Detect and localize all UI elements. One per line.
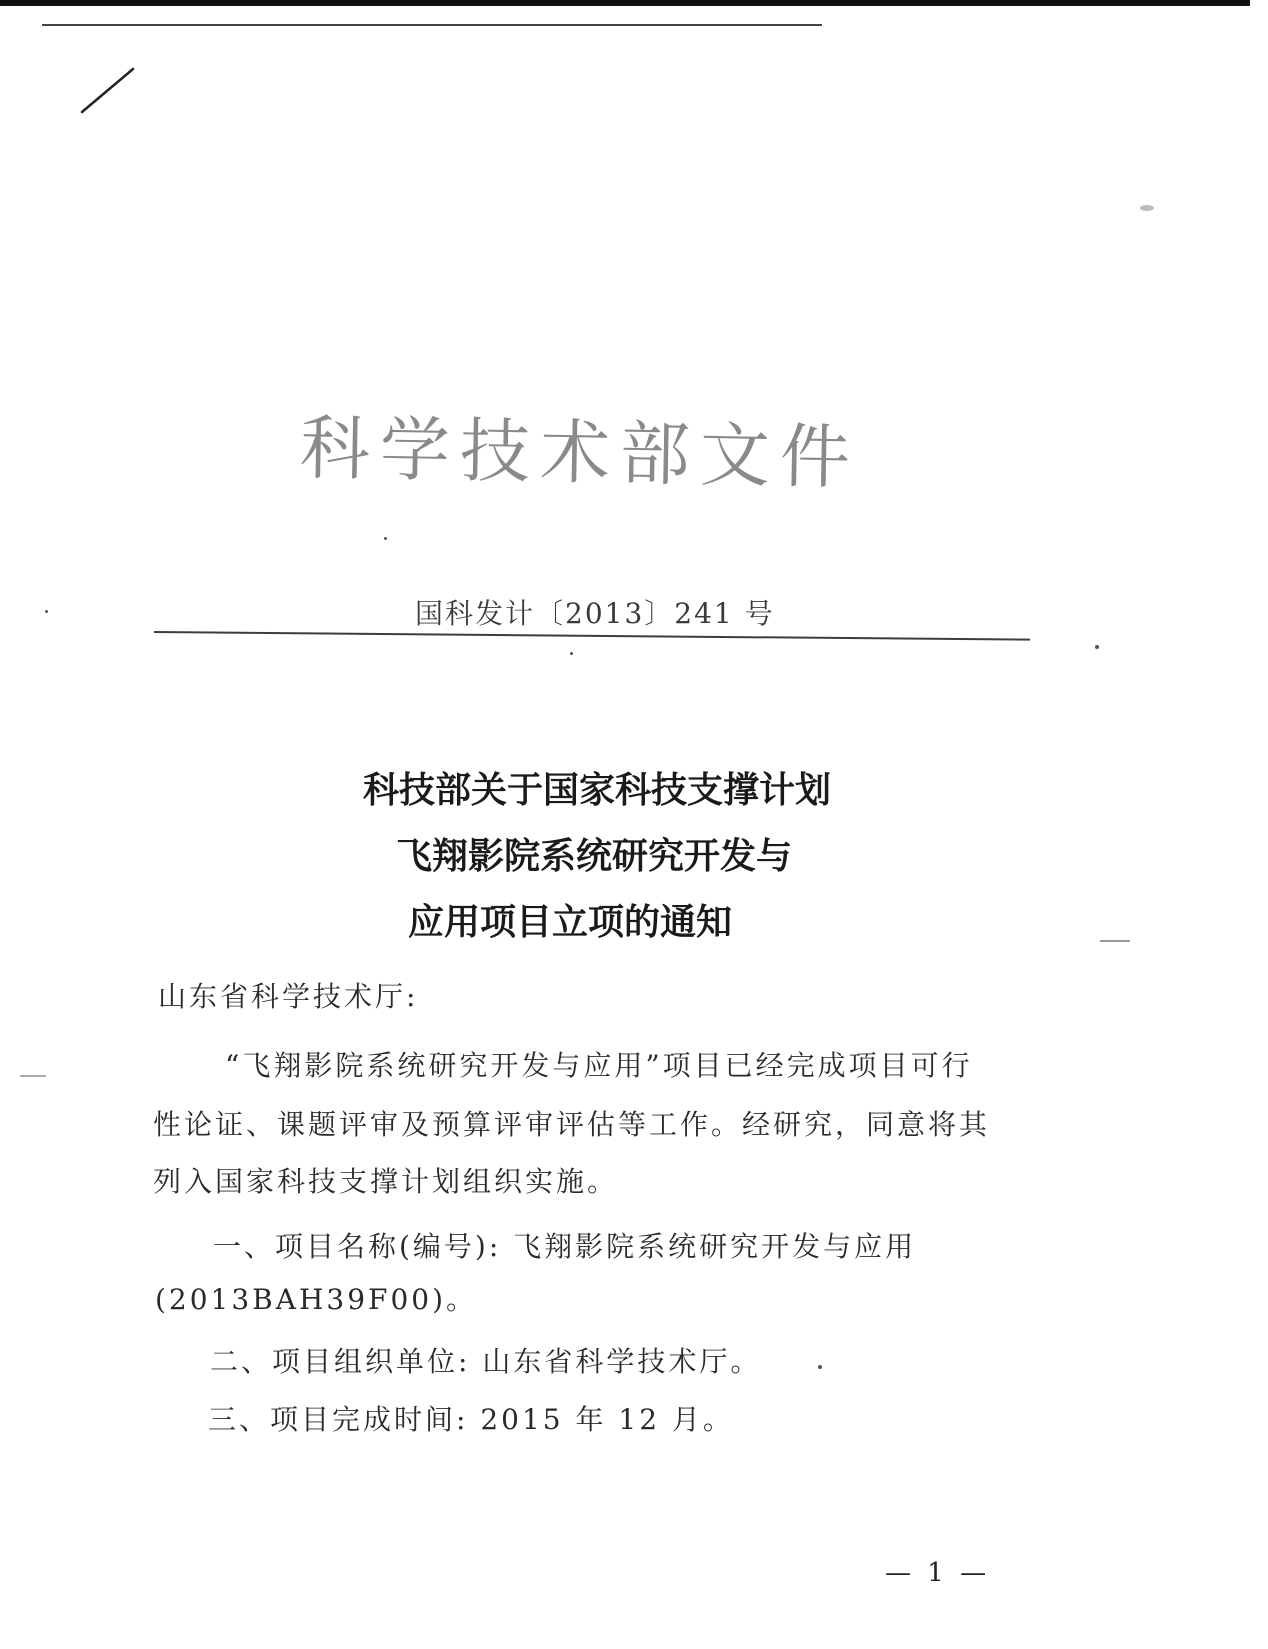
document-number: 国科发计〔2013〕241 号 xyxy=(415,597,775,630)
recipient-line: 山东省科学技术厅: xyxy=(158,980,419,1013)
scan-speck xyxy=(570,652,573,655)
item-project-name: 一、项目名称(编号): 飞翔影院系统研究开发与应用 xyxy=(213,1230,917,1263)
page-number: — 1 — xyxy=(885,1558,991,1588)
issuing-office-header: 科学技术部文件 xyxy=(299,407,861,499)
scan-speck xyxy=(818,1365,822,1369)
notice-title-line: 飞翔影院系统研究开发与 xyxy=(395,836,792,877)
scan-speck xyxy=(1095,645,1099,649)
scan-edge-line xyxy=(42,24,822,26)
scan-speck xyxy=(45,610,48,613)
item-project-code: (2013BAH39F00)。 xyxy=(155,1283,478,1316)
intro-paragraph-line: 列入国家科技支撑计划组织实施。 xyxy=(153,1165,619,1198)
pen-stroke-mark xyxy=(78,66,138,116)
scan-speck xyxy=(1140,205,1154,211)
scan-border-top xyxy=(0,0,1250,6)
scan-speck xyxy=(20,1075,46,1077)
notice-title xyxy=(0,758,1200,956)
item-organizer: 二、项目组织单位: 山东省科学技术厅。 xyxy=(210,1345,762,1378)
notice-title-line: 科技部关于国家科技支撑计划 xyxy=(362,770,831,811)
item-completion-date: 三、项目完成时间: 2015 年 12 月。 xyxy=(208,1403,734,1436)
intro-paragraph-line: “飞翔影院系统研究开发与应用”项目已经完成项目可行 xyxy=(225,1049,973,1082)
scan-speck xyxy=(384,537,387,540)
header-divider-line xyxy=(154,631,1030,641)
notice-title-line: 应用项目立项的通知 xyxy=(407,902,732,943)
intro-paragraph-line: 性论证、课题评审及预算评审评估等工作。经研究，同意将其 xyxy=(153,1108,991,1141)
